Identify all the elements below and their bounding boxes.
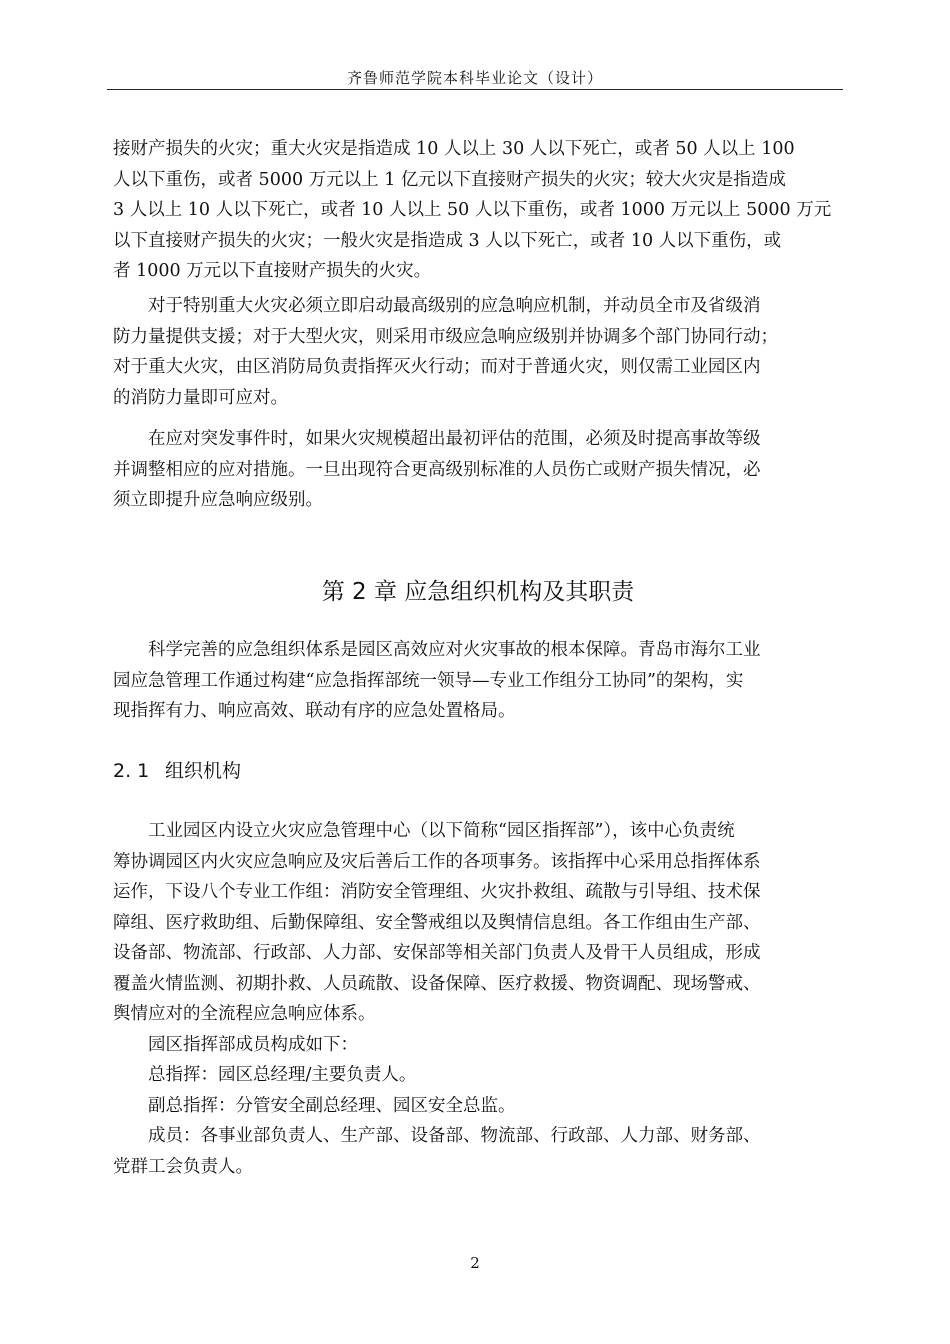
header-divider <box>107 89 843 90</box>
text-line: 党群工会负责人。 <box>113 1156 253 1177</box>
text-line: 3 人以上 10 人以下死亡，或者 10 人以上 50 人以下重伤，或者 1000 万元以上 5000 万元 <box>113 200 832 220</box>
chapter-title: 第 2 章 应急组织机构及其职责 <box>321 579 635 605</box>
text-line: 在应对突发事件时，如果火灾规模超出最初评估的范围，必须及时提高事故等级 <box>113 429 761 449</box>
paragraph-escalation <box>113 424 843 516</box>
text-line: 对于重大火灾，由区消防局负责指挥灭火行动；而对于普通火灾，则仅需工业园区内 <box>113 357 761 377</box>
paragraph-fire-classification <box>113 134 843 287</box>
text-line: 接财产损失的火灾；重大火灾是指造成 10 人以上 30 人以下死亡，或者 50 人以上 100 <box>113 139 795 159</box>
text-line: 现指挥有力、响应高效、联动有序的应急处置格局。 <box>113 701 516 721</box>
text-line: 园区指挥部成员构成如下： <box>113 1034 358 1055</box>
text-line: 并调整相应的应对措施。一旦出现符合更高级别标准的人员伤亡或财产损失情况，必 <box>113 459 761 480</box>
text-line: 防力量提供支援；对于大型火灾，则采用市级应急响应级别并协调多个部门协同行动； <box>113 326 778 347</box>
text-line: 总指挥：园区总经理/主要负责人。 <box>113 1065 417 1085</box>
paragraph-chapter-intro <box>113 635 843 727</box>
paragraph-response-levels <box>113 291 843 413</box>
text-line: 园应急管理工作通过构建“应急指挥部统一领导—专业工作组分工协同”的架构，实 <box>113 670 744 691</box>
text-line: 副总指挥：分管安全副总经理、园区安全总监。 <box>113 1095 516 1116</box>
text-line: 运作，下设八个专业工作组：消防安全管理组、火灾扑救组、疏散与引导组、技术保 <box>113 882 761 902</box>
section-heading <box>113 756 241 786</box>
page-header: 齐鲁师范学院本科毕业论文（设计） <box>346 69 603 87</box>
text-line: 筹协调园区内火灾应急响应及灾后善后工作的各项事务。该指挥中心采用总指挥体系 <box>113 851 761 872</box>
text-line: 人以下重伤，或者 5000 万元以上 1 亿元以下直接财产损失的火灾；较大火灾是指造成 <box>113 169 786 190</box>
text-line: 舆情应对的全流程应急响应体系。 <box>113 1004 376 1024</box>
text-line: 障组、医疗救助组、后勤保障组、安全警戒组以及舆情信息组。各工作组由生产部、 <box>113 912 761 933</box>
text-line: 须立即提升应急响应级别。 <box>113 490 323 510</box>
text-line: 工业园区内设立火灾应急管理中心（以下简称“园区指挥部”），该中心负责统 <box>113 821 735 841</box>
section-title: 组织机构 <box>165 760 242 782</box>
text-line: 者 1000 万元以下直接财产损失的火灾。 <box>113 261 432 281</box>
paragraph-organization <box>113 816 843 1182</box>
section-number: 2. 1 <box>113 760 150 782</box>
page-number: 2 <box>470 1254 480 1272</box>
text-line: 成员：各事业部负责人、生产部、设备部、物流部、行政部、人力部、财务部、 <box>113 1126 761 1146</box>
text-line: 的消防力量即可应对。 <box>113 387 288 408</box>
text-line: 以下直接财产损失的火灾；一般火灾是指造成 3 人以下死亡，或者 10 人以下重伤，或 <box>113 230 782 251</box>
text-line: 覆盖火情监测、初期扑救、人员疏散、设备保障、医疗救援、物资调配、现场警戒、 <box>113 973 761 994</box>
text-line: 对于特别重大火灾必须立即启动最高级别的应急响应机制，并动员全市及省级消 <box>113 296 761 316</box>
text-line: 设备部、物流部、行政部、人力部、安保部等相关部门负责人及骨干人员组成，形成 <box>113 943 761 963</box>
text-line: 科学完善的应急组织体系是园区高效应对火灾事故的根本保障。青岛市海尔工业 <box>113 640 761 660</box>
